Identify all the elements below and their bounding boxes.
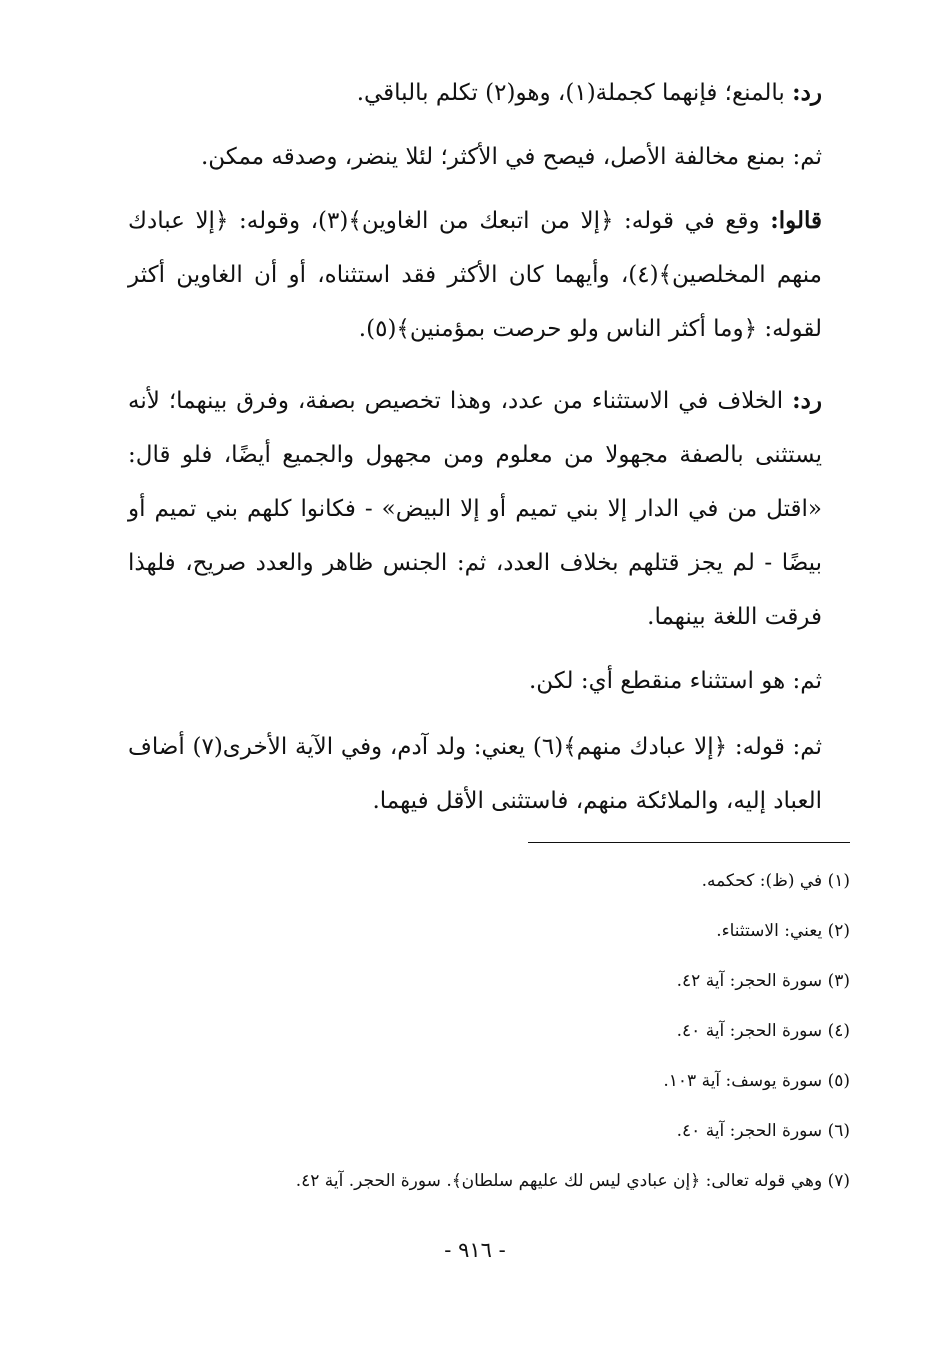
footnote-1: (١) في (ظ): كحكمه. (701, 871, 850, 891)
footnotes-list (128, 856, 850, 1206)
footnote-7: (٧) وهي قوله تعالى: ﴿إن عبادي ليس لك عليهم سلطان﴾. سورة الحجر. آية ٤٢. (295, 1171, 850, 1191)
paragraph-3 (128, 194, 822, 356)
paragraph-text: بالمنع؛ فإنهما كجملة(١)، وهو(٢) تكلم بالباقي. (356, 80, 785, 106)
paragraph-text: الخلاف في الاستثناء من عدد، وهذا تخصيص بصفة، وفرق بينهما؛ لأنه يستثنى بالصفة مجهولا من معلوم ومن مجهول والجميع أيضًا، فلو قال: «اقتل من في الدار إلا بني تميم أو إلا البيض» - فكانوا كلهم بني تميم أو بيضًا - لم يجز قتلهم بخلاف العدد، ثم: الجنس ظاهر والعدد صريح، فلهذا فرقت اللغة بينهما. (128, 388, 822, 630)
footnote-5: (٥) سورة يوسف: آية ١٠٣. (663, 1071, 850, 1091)
footnote-3: (٣) سورة الحجر: آية ٤٢. (676, 971, 850, 991)
paragraph-text: وقع في قوله: ﴿إلا من اتبعك من الغاوين﴾(٣)، وقوله: ﴿إلا عبادك منهم المخلصين﴾(٤)، وأيهما كان الأكثر فقد استثناه، أو أن الغاوين أكثر لقوله: ﴿وما أكثر الناس ولو حرصت بمؤمنين﴾(٥). (128, 208, 823, 342)
paragraph-lead: رد: (792, 79, 822, 106)
footnote-6: (٦) سورة الحجر: آية ٤٠. (676, 1121, 850, 1141)
footnote-divider (528, 842, 850, 843)
paragraph-2 (128, 130, 822, 184)
paragraph-text: ثم: قوله: ﴿إلا عبادك منهم﴾(٦) يعني: ولد آدم، وفي الآية الأخرى(٧) أضاف العباد إليه، والملائكة منهم، فاستثنى الأقل فيهما. (128, 734, 822, 814)
paragraph-lead: قالوا: (770, 207, 823, 234)
paragraph-5 (128, 654, 822, 708)
page-number: - ٩١٦ - (444, 1238, 506, 1262)
paragraph-6 (128, 720, 822, 828)
paragraph-lead: رد: (792, 387, 823, 414)
paragraph-4 (128, 374, 822, 644)
footnote-4: (٤) سورة الحجر: آية ٤٠. (676, 1021, 850, 1041)
paragraph-text: ثم: بمنع مخالفة الأصل، فيصح في الأكثر؛ لئلا ينضر، وصدقه ممكن. (200, 144, 822, 170)
footnote-2: (٢) يعني: الاستثناء. (716, 921, 850, 941)
paragraph-text: ثم: هو استثناء منقطع أي: لكن. (528, 668, 822, 694)
paragraph-1 (128, 66, 822, 120)
